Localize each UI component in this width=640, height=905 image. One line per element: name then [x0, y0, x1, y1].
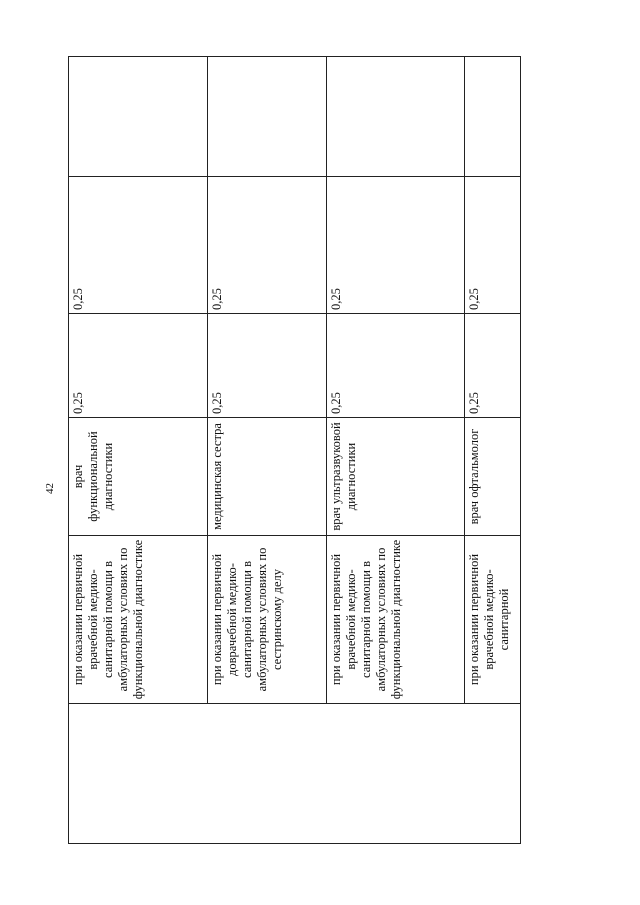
condition-cell: при оказании первичной врачебной медико-санитарной — [465, 536, 521, 704]
staffing-table — [68, 56, 521, 844]
value2-cell: 0,25 — [465, 177, 521, 314]
specialist-cell: врач ультразвуковой диагностики — [327, 418, 465, 536]
empty-cell — [465, 57, 521, 177]
value2-cell: 0,25 — [208, 177, 327, 314]
empty-merged-cell — [69, 704, 521, 844]
value1-cell: 0,25 — [208, 314, 327, 418]
value2-cell: 0,25 — [327, 177, 465, 314]
rotated-table-wrapper — [68, 57, 520, 844]
condition-cell: при оказании первичной врачебной медико-санитарной помощи в амбулаторных условиях по функциональной диагностике — [327, 536, 465, 704]
value1-cell: 0,25 — [327, 314, 465, 418]
page-number: 42 — [44, 483, 56, 494]
condition-cell: при оказании первичной врачебной медико-санитарной помощи в амбулаторных условиях по функциональной диагностике — [69, 536, 208, 704]
empty-cell — [208, 57, 327, 177]
empty-cell — [327, 57, 465, 177]
value1-cell: 0,25 — [69, 314, 208, 418]
specialist-cell: медицинская сестра — [208, 418, 327, 536]
specialist-cell: врач функциональной диагностики — [69, 418, 208, 536]
empty-cell — [69, 57, 208, 177]
specialist-cell: врач офтальмолог — [465, 418, 521, 536]
value1-cell: 0,25 — [465, 314, 521, 418]
value2-cell: 0,25 — [69, 177, 208, 314]
condition-cell: при оказании первичной доврачебной медико-санитарной помощи в амбулаторных условиях по сестринскому делу — [208, 536, 327, 704]
table-row — [69, 57, 208, 844]
